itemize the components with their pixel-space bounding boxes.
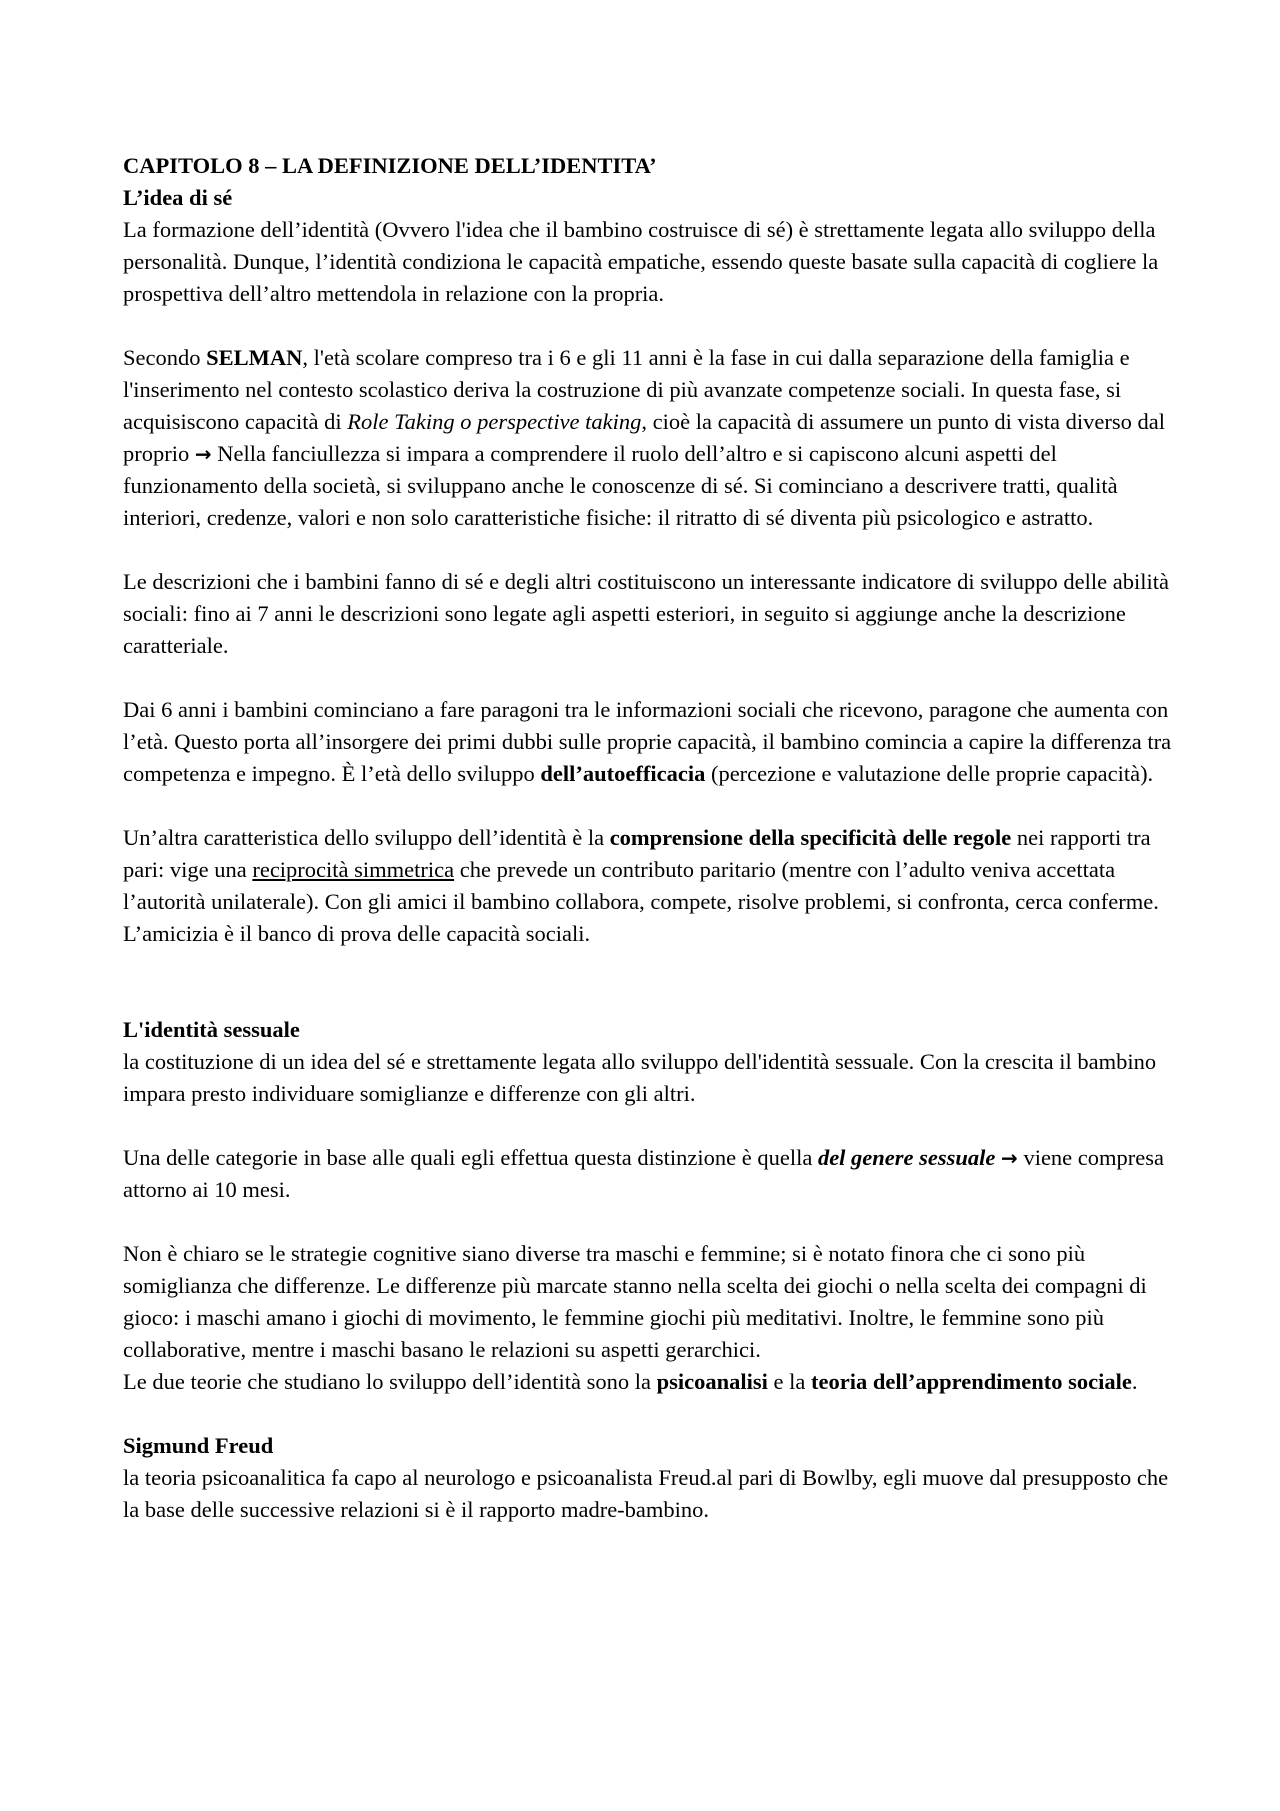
arrow-right-icon: → (1001, 1146, 1018, 1170)
paragraph (123, 1142, 1183, 1206)
bold-text: dell’autoefficacia (540, 761, 706, 786)
underlined-text: reciprocità simmetrica (252, 857, 455, 882)
text-run: Nella fanciullezza si impara a comprendere il ruolo dell’altro e si capiscono alcuni aspetti del funzionamento della società, si sviluppano anche le conoscenze di sé. Si cominciano a descrivere tratti, qualità interiori, credenze, valori e non solo caratteristiche fisiche: il ritratto di sé diventa più psicologico e astratto. (123, 441, 1118, 530)
paragraph (123, 342, 1183, 534)
bold-text: teoria dell’apprendimento sociale (811, 1369, 1132, 1394)
paragraph: Non è chiaro se le strategie cognitive siano diverse tra maschi e femmine; si è notato finora che ci sono più somiglianza che differenze. Le differenze più marcate stanno nella scelta dei giochi o nella scelta dei compagni di gioco: i maschi amano i giochi di movimento, le femmine giochi più meditativi. Inoltre, le femmine sono più collaborative, mentre i maschi basano le relazioni su aspetti gerarchici. (123, 1241, 1147, 1362)
section-heading-idea-di-se: L’idea di sé (123, 185, 233, 210)
section-heading-identita-sessuale: L'identità sessuale (123, 1017, 300, 1042)
text-run: Le due teorie che studiano lo sviluppo dell’identità sono la (123, 1369, 657, 1394)
chapter-title: CAPITOLO 8 – LA DEFINIZIONE DELL’IDENTITA’ (123, 153, 657, 178)
bold-text: SELMAN (206, 345, 303, 370)
text-run: e la (767, 1369, 812, 1394)
section-heading-sigmund-freud: Sigmund Freud (123, 1433, 274, 1458)
text-run: Dai 6 anni i bambini cominciano a fare paragoni tra le informazioni sociali che ricevono, paragone che aumenta con l’età. Questo porta all’insorgere dei primi dubbi sulle proprie capacità, il bambino comincia a capire la differenza tra competenza e impegno. È l’età dello sviluppo (123, 697, 1172, 786)
text-run: (percezione e valutazione delle proprie capacità). (705, 761, 1154, 786)
bold-text: psicoanalisi (656, 1369, 768, 1394)
text-run: . (1131, 1369, 1138, 1394)
paragraph: Le descrizioni che i bambini fanno di sé e degli altri costituiscono un interessante indicatore di sviluppo delle abilità sociali: fino ai 7 anni le descrizioni sono legate agli aspetti esteriori, in seguito si aggiunge anche la descrizione caratteriale. (123, 569, 1169, 658)
arrow-right-icon: → (194, 442, 212, 466)
text-run: Secondo (123, 345, 207, 370)
text-run: viene compresa attorno ai 10 mesi. (123, 1145, 1164, 1202)
paragraph: la costituzione di un idea del sé e strettamente legata allo sviluppo dell'identità sessuale. Con la crescita il bambino impara presto individuare somiglianze e differenze con gli altri. (123, 1049, 1157, 1106)
text-run: , cioè la capacità di assumere un punto di vista diverso dal proprio (123, 409, 1165, 466)
paragraph (123, 822, 1183, 950)
document-body (123, 150, 1183, 1526)
paragraph (123, 1366, 1183, 1398)
bold-italic-text: del genere sessuale (817, 1145, 996, 1170)
paragraph: La formazione dell’identità (Ovvero l'idea che il bambino costruisce di sé) è strettamente legata allo sviluppo della personalità. Dunque, l’identità condiziona le capacità empatiche, essendo queste basate sulla capacità di cogliere la prospettiva dell’altro mettendola in relazione con la propria. (123, 217, 1159, 306)
text-run: che prevede un contributo paritario (mentre con l’adulto veniva accettata l’autorità unilaterale). Con gli amici il bambino collabora, compete, risolve problemi, si confronta, cerca conferme. L’amicizia è il banco di prova delle capacità sociali. (123, 857, 1159, 946)
text-run: , l'età scolare compreso tra i 6 e gli 11 anni è la fase in cui dalla separazione della famiglia e l'inserimento nel contesto scolastico deriva la costruzione di più avanzate competenze sociali. In questa fase, si acquisiscono capacità di (123, 345, 1130, 434)
italic-text: Role Taking o perspective taking (347, 409, 642, 434)
text-run: Un’altra caratteristica dello sviluppo dell’identità è la (123, 825, 610, 850)
text-run: Una delle categorie in base alle quali egli effettua questa distinzione è quella (123, 1145, 818, 1170)
paragraph: la teoria psicoanalitica fa capo al neurologo e psicoanalista Freud.al pari di Bowlby, egli muove dal presupposto che la base delle successive relazioni si è il rapporto madre-bambino. (123, 1465, 1169, 1522)
bold-text: comprensione della specificità delle regole (609, 825, 1012, 850)
paragraph (123, 694, 1183, 790)
text-run: nei rapporti tra pari: vige una (123, 825, 1151, 882)
